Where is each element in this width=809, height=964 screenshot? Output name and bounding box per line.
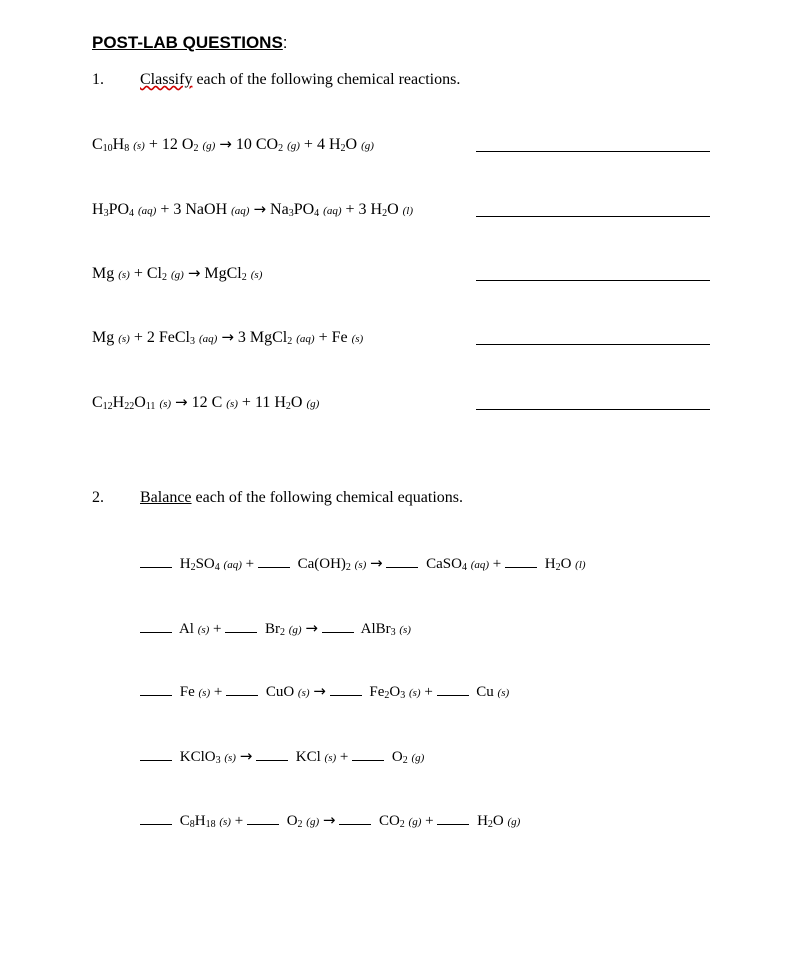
phase-label: (s): [198, 687, 211, 699]
chem-token: $Ca(OH)_2$: [297, 556, 351, 573]
chem-token: 10: [235, 136, 252, 153]
question-2-number: 2.: [92, 489, 104, 506]
phase-label: (g): [287, 140, 300, 152]
chem-token: +: [234, 813, 244, 829]
phase-label: (aq): [296, 333, 315, 345]
chem-token: +: [160, 201, 170, 218]
chem-token: $C_{12}H_{22}O_{11}$: [92, 394, 156, 412]
chem-token: C: [211, 394, 223, 411]
coefficient-blank[interactable]: [437, 812, 469, 825]
coefficient-blank[interactable]: [322, 620, 354, 633]
chem-token: $C_8H_{18}$: [179, 813, 216, 830]
phase-label: (s): [118, 333, 130, 345]
coefficient-blank[interactable]: [247, 812, 279, 825]
question-1-number: 1.: [92, 71, 104, 88]
chem-token: +: [213, 684, 223, 700]
reaction-arrow-icon: →: [219, 135, 232, 153]
page-title: POST-LAB QUESTIONS:: [92, 33, 288, 52]
coefficient-blank[interactable]: [256, 748, 288, 761]
coefficient-blank[interactable]: [505, 555, 537, 568]
chem-token: 3: [173, 201, 182, 218]
chem-token: +: [345, 201, 355, 218]
chem-token: +: [245, 556, 255, 572]
chem-token: $H_2O$: [544, 556, 572, 573]
chem-token: +: [303, 136, 313, 153]
coefficient-blank[interactable]: [339, 812, 371, 825]
chem-token: MgCl$_2$: [249, 329, 293, 347]
chem-token: KClO$_3$: [179, 749, 221, 766]
phase-label: (s): [399, 624, 411, 636]
chem-token: 3: [237, 329, 246, 346]
answer-line-3[interactable]: [476, 280, 710, 281]
phase-label: (g): [202, 140, 216, 152]
chem-token: CuO: [265, 684, 295, 700]
answer-line-2[interactable]: [476, 216, 710, 217]
coefficient-blank[interactable]: [226, 683, 258, 696]
chem-token: +: [424, 684, 433, 700]
chem-token: AlBr$_3$: [360, 621, 396, 638]
coefficient-blank[interactable]: [386, 555, 418, 568]
phase-label: (aq): [323, 205, 342, 217]
reaction-arrow-icon: →: [253, 200, 267, 218]
chem-token: 4: [316, 136, 325, 153]
equation-3: [140, 682, 509, 701]
phase-label: (aq): [231, 205, 250, 217]
chem-token: $O_2$: [391, 749, 408, 766]
coefficient-blank[interactable]: [140, 620, 172, 633]
chem-token: KCl: [295, 749, 321, 765]
phase-label: (g): [306, 398, 320, 410]
chem-token: $O_2$: [181, 136, 199, 154]
phase-label: (g): [408, 816, 422, 828]
chem-token: +: [425, 813, 434, 829]
question-2-prompt: Balance each of the following chemical equations.: [140, 489, 463, 506]
phase-label: (s): [408, 687, 421, 699]
phase-label: (s): [250, 269, 263, 281]
chem-token: NaOH: [185, 201, 228, 218]
chem-token: $Cl_2$: [146, 265, 167, 283]
phase-label: (s): [197, 624, 210, 636]
reaction-1: [92, 135, 374, 154]
phase-label: (g): [411, 752, 425, 764]
reaction-arrow-icon: →: [187, 264, 201, 282]
chem-token: +: [241, 394, 251, 411]
chem-token: CaSO$_4$: [426, 556, 467, 573]
phase-label: (aq): [138, 205, 157, 217]
reaction-arrow-icon: →: [175, 393, 188, 411]
chem-token: FeCl$_3$: [158, 329, 195, 347]
chem-token: MgCl$_2$: [204, 265, 247, 283]
chem-token: $CO_2$: [378, 813, 405, 830]
reaction-arrow-icon: →: [221, 328, 234, 346]
chem-token: $Na_3PO_4$: [270, 201, 320, 219]
phase-label: (s): [133, 140, 145, 152]
phase-label: (s): [324, 752, 337, 764]
reaction-arrow-icon: →: [305, 619, 318, 637]
equation-2: [140, 619, 411, 638]
chem-token: $Fe_2O_3$: [369, 684, 406, 701]
phase-label: (s): [351, 333, 364, 345]
coefficient-blank[interactable]: [140, 748, 172, 761]
coefficient-blank[interactable]: [258, 555, 290, 568]
equation-4: [140, 747, 424, 766]
reaction-4: [92, 328, 363, 347]
chem-token: +: [318, 329, 328, 346]
chem-token: Fe: [179, 684, 195, 700]
chem-token: $H_2O$: [477, 813, 504, 830]
coefficient-blank[interactable]: [140, 683, 172, 696]
chem-token: +: [339, 749, 349, 765]
phase-label: (l): [575, 559, 586, 571]
chem-token: $H_2SO_4$: [179, 556, 220, 573]
chem-token: 12: [191, 394, 208, 411]
phase-label: (s): [159, 398, 172, 410]
phase-label: (g): [507, 816, 521, 828]
phase-label: (s): [224, 752, 236, 764]
chem-token: +: [492, 556, 502, 572]
reaction-arrow-icon: →: [322, 811, 336, 829]
phase-label: (s): [354, 559, 367, 571]
coefficient-blank[interactable]: [140, 555, 172, 568]
reaction-arrow-icon: →: [239, 747, 253, 765]
phase-label: (aq): [223, 559, 242, 571]
coefficient-blank[interactable]: [140, 812, 172, 825]
phase-label: (g): [171, 269, 184, 281]
question-1-prompt: Classify each of the following chemical reactions.: [140, 71, 461, 88]
equation-1: [140, 554, 586, 573]
chem-token: Al: [178, 621, 194, 637]
phase-label: (g): [306, 816, 320, 828]
coefficient-blank[interactable]: [437, 683, 469, 696]
chem-token: $H_2O$: [370, 201, 399, 219]
phase-label: (aq): [199, 333, 218, 345]
phase-label: (l): [402, 205, 414, 217]
chem-token: $H_2O$: [274, 394, 303, 412]
chem-token: $O_2$: [286, 813, 303, 830]
chem-token: +: [213, 621, 222, 637]
chem-token: 3: [358, 201, 367, 218]
answer-line-4[interactable]: [476, 344, 710, 345]
phase-label: (s): [297, 687, 310, 699]
answer-line-1[interactable]: [476, 151, 710, 152]
chem-token: Cu: [476, 684, 494, 700]
chem-token: $C_{10}H_8$: [92, 136, 130, 154]
chem-token: 2: [146, 329, 155, 346]
phase-label: (s): [497, 687, 510, 699]
phase-label: (s): [219, 816, 231, 828]
chem-token: +: [148, 136, 158, 153]
chem-token: Mg: [92, 265, 115, 282]
reaction-arrow-icon: →: [370, 554, 383, 572]
coefficient-blank[interactable]: [330, 683, 362, 696]
coefficient-blank[interactable]: [225, 620, 257, 633]
chem-token: +: [133, 265, 143, 282]
phase-label: (aq): [470, 559, 490, 571]
chem-token: $Br_2$: [265, 621, 286, 638]
chem-token: $H_3PO_4$: [92, 201, 135, 219]
phase-label: (g): [288, 624, 302, 636]
phase-label: (s): [226, 398, 238, 410]
chem-token: $CO_2$: [255, 136, 284, 154]
chem-token: 11: [254, 394, 271, 411]
reaction-5: [92, 393, 319, 412]
answer-line-5[interactable]: [476, 409, 710, 410]
reaction-2: [92, 200, 413, 219]
coefficient-blank[interactable]: [352, 748, 384, 761]
reaction-3: [92, 264, 262, 283]
reaction-arrow-icon: →: [313, 682, 326, 700]
chem-token: 12: [161, 136, 178, 153]
chem-token: Fe: [331, 329, 348, 346]
chem-token: Mg: [92, 329, 115, 346]
chem-token: $H_2O$: [328, 136, 358, 154]
chem-token: +: [133, 329, 143, 346]
equation-5: [140, 811, 520, 830]
phase-label: (g): [361, 140, 374, 152]
phase-label: (s): [118, 269, 130, 281]
